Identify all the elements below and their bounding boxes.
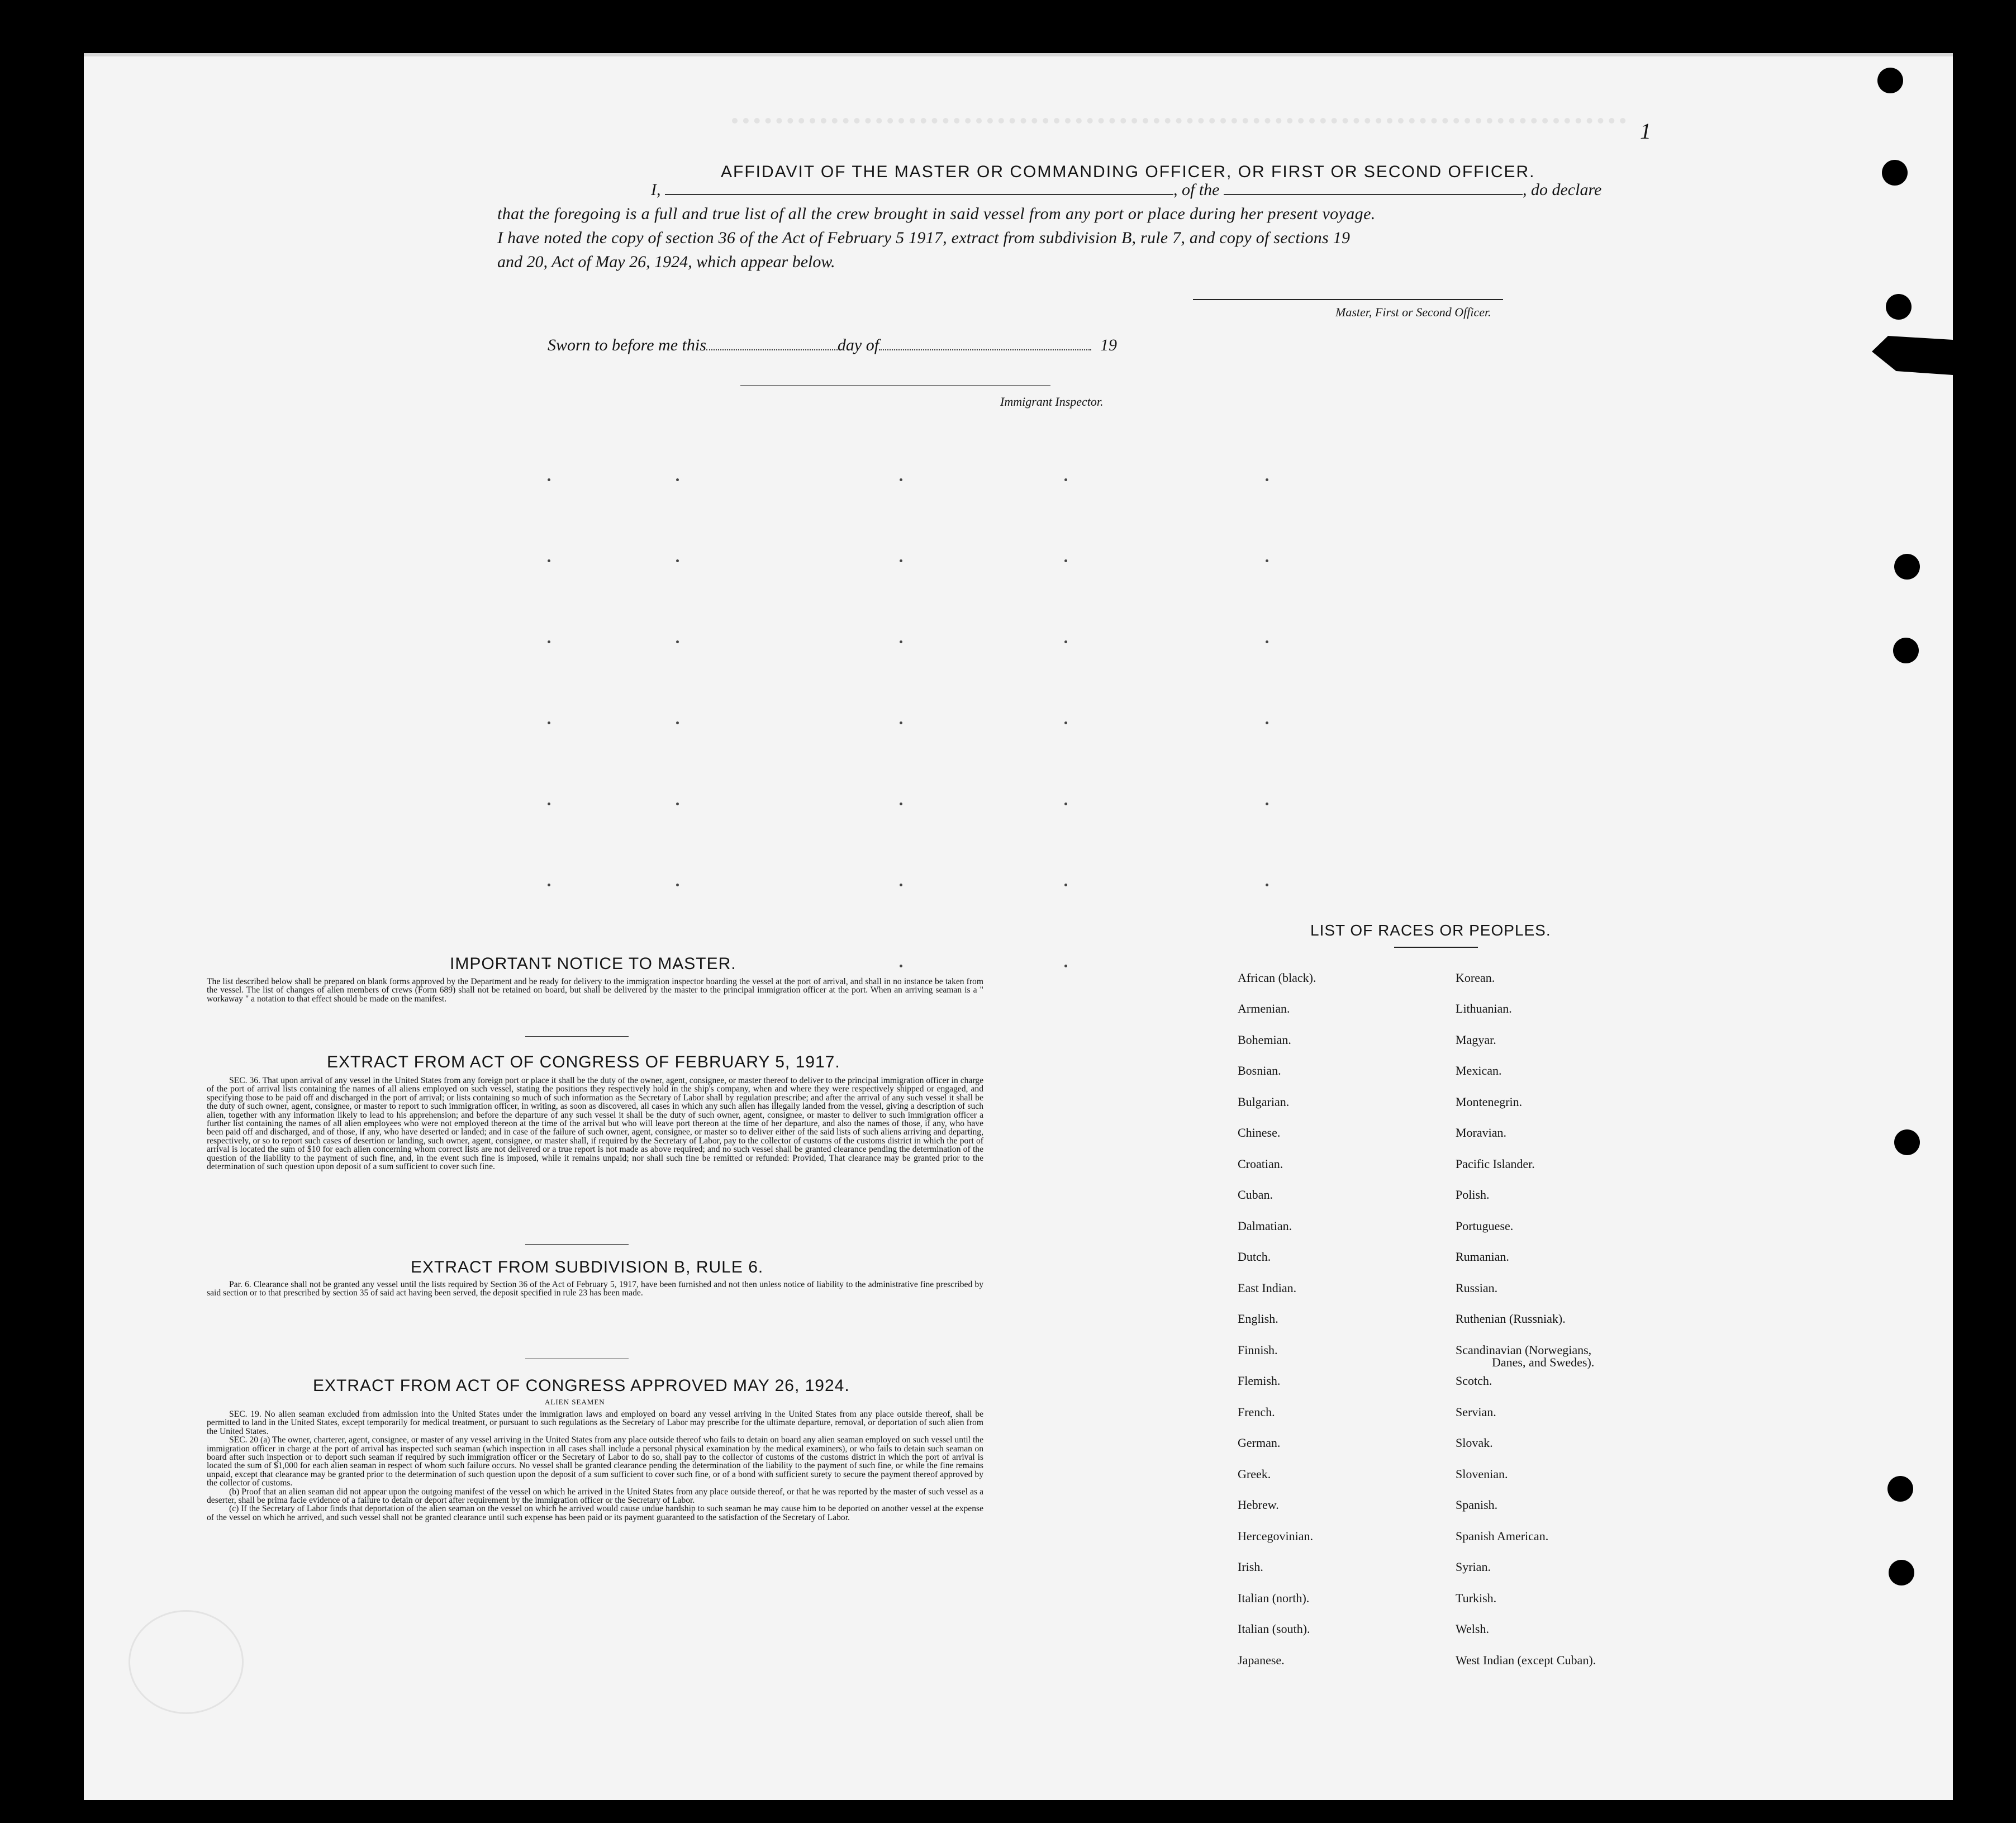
race-item: Scotch. bbox=[1456, 1374, 1492, 1388]
column-marker-dot bbox=[1064, 721, 1067, 724]
race-item: German. bbox=[1238, 1436, 1281, 1450]
race-item: Spanish. bbox=[1456, 1498, 1498, 1512]
race-item: Greek. bbox=[1238, 1467, 1271, 1481]
sec-20c-text: (c) If the Secretary of Labor finds that deportation of the alien seaman on the vessel on which he arrived would cause undue hardship to such seaman he may cause him to be deported on another vessel at the expense of the vessel on which he arrived, and such vessel shall not be granted clearance until such expense has been paid or its payment guaranteed to the satisfaction of the Secretary of Labor. bbox=[207, 1504, 983, 1522]
race-item: Moravian. bbox=[1456, 1126, 1507, 1140]
binder-hole bbox=[1887, 1476, 1913, 1502]
master-name-field[interactable] bbox=[665, 194, 1173, 195]
affidavit-line-1 bbox=[651, 181, 1601, 200]
column-marker-dot bbox=[676, 721, 679, 724]
race-item: Welsh. bbox=[1456, 1622, 1489, 1636]
binder-hole bbox=[1889, 1560, 1914, 1585]
section-divider bbox=[525, 1036, 629, 1037]
race-item: African (black). bbox=[1238, 971, 1316, 985]
sec-20b-text: (b) Proof that an alien seaman did not appear upon the outgoing manifest of the vessel on which he arrived in the United States from any place outside thereof, or that he was reported by the master of such vessel as a deserter, shall be prima facie evidence of a failure to detain or deport after requirement by the immigration officer or the Secretary of Labor. bbox=[207, 1487, 983, 1506]
sworn-day-field[interactable] bbox=[706, 349, 838, 350]
column-marker-dot bbox=[900, 721, 902, 724]
race-item: Italian (north). bbox=[1238, 1591, 1310, 1605]
extract-1917-body: SEC. 36. That upon arrival of any vessel in the United States from any foreign port or place it shall be the duty of the owner, agent, consignee, or master thereof to deliver to the principal immigration officer in charge of the port of arrival lists containing the names of all aliens employed on such vessel, stating the positions they respectively hold in the ship's company, when and where they were respectively shipped or engaged, and specifying those to be paid off and discharged in the port of arrival; or lists containing so much of such information as the Secretary of Labor shall by regulation prescribe; and after the arrival of any such vessel it shall be the duty of such owner, agent, consignee, or master to report to such immigration officer, in writing, as soon as discovered, all cases in which any such alien has illegally landed from the vessel, giving a description of such alien, together with any information likely to lead to his apprehension; and before the departure of any such vessel it shall be the duty of such owner, agent, consignee, or master to deliver to such immigration officer a further list containing the names of all alien employees who were not employed thereon at the time of the arrival but who will leave port thereon at the time of her departure, and also the names of those, if any, who have been paid off and discharged, and of those, if any, who have deserted or landed; and in case of the failure of such owner, agent, consignee, or master so to deliver either of the said lists of such aliens arriving and departing, respectively, or so to report such cases of desertion or landing, such owner, agent, consignee, or master shall, if required by the Secretary of Labor, pay to the collector of customs of the customs district in which the port of arrival is located the sum of $10 for each alien concerning whom correct lists are not delivered or a true report is not made as above required; and no such vessel shall be granted clearance pending the determination of the question of the liability to the payment of such fine, and, in the event such fine is imposed, while it remains unpaid; nor shall such fine be remitted or refunded: Provided, That clearance may be granted prior to the determination of such question upon deposit of a sum sufficient to cover such fine. bbox=[207, 1076, 983, 1172]
race-item: Polish. bbox=[1456, 1188, 1490, 1202]
binder-hole bbox=[1894, 554, 1920, 580]
bleed-through-text bbox=[732, 118, 1626, 136]
section-divider bbox=[525, 1244, 629, 1245]
notice-title: IMPORTANT NOTICE TO MASTER. bbox=[450, 955, 736, 973]
race-item: Lithuanian. bbox=[1456, 1001, 1512, 1015]
race-item: Irish. bbox=[1238, 1560, 1263, 1574]
binder-hole bbox=[1877, 68, 1903, 93]
sec-19-text: SEC. 19. No alien seaman excluded from admission into the United States under the immigration laws and employed on board any vessel arriving in the United States from any place outside thereof, shall be permitted to land in the United States, except temporarily for medical treatment, or pursuant to such regulations as the Secretary of Labor may prescribe for the ultimate departure, removal, or deportation of such alien from the United States. bbox=[207, 1409, 983, 1436]
column-marker-dot bbox=[1266, 478, 1268, 481]
affidavit-line-2: that the foregoing is a full and true list of all the crew brought in said vessel from any port or place during her present voyage. bbox=[497, 205, 1376, 223]
extract-1924-body bbox=[207, 1410, 983, 1522]
race-item: Bohemian. bbox=[1238, 1033, 1291, 1047]
race-item: Dutch. bbox=[1238, 1250, 1271, 1264]
race-item-continuation: Danes, and Swedes). bbox=[1492, 1355, 1595, 1369]
race-item: Cuban. bbox=[1238, 1188, 1273, 1202]
column-marker-dot bbox=[1064, 559, 1067, 562]
vessel-name-field[interactable] bbox=[1224, 194, 1523, 195]
race-item: Scandinavian (Norwegians, bbox=[1456, 1343, 1592, 1357]
column-marker-dot bbox=[676, 803, 679, 805]
column-marker-dot bbox=[1266, 640, 1268, 643]
column-marker-dot bbox=[1064, 478, 1067, 481]
column-marker-dot bbox=[548, 478, 550, 481]
binder-hole bbox=[1882, 160, 1908, 186]
binder-hole bbox=[1886, 294, 1912, 320]
race-item: Croatian. bbox=[1238, 1157, 1283, 1171]
affidavit-do-declare: , do declare bbox=[1523, 181, 1602, 199]
column-marker-dot bbox=[900, 965, 902, 967]
race-item: Bulgarian. bbox=[1238, 1095, 1290, 1109]
race-item: Montenegrin. bbox=[1456, 1095, 1523, 1109]
column-marker-dot bbox=[676, 559, 679, 562]
column-marker-dot bbox=[548, 640, 550, 643]
column-marker-dot bbox=[1266, 803, 1268, 805]
column-marker-dot bbox=[676, 884, 679, 886]
race-item: English. bbox=[1238, 1312, 1278, 1326]
binder-hole bbox=[1894, 1129, 1920, 1155]
extract-1917-title: EXTRACT FROM ACT OF CONGRESS OF FEBRUARY 5, 1917. bbox=[327, 1053, 840, 1071]
race-item: Ruthenian (Russniak). bbox=[1456, 1312, 1566, 1326]
race-item: Dalmatian. bbox=[1238, 1219, 1292, 1233]
column-marker-dot bbox=[548, 884, 550, 886]
master-signature-label: Master, First or Second Officer. bbox=[1335, 305, 1491, 319]
column-marker-dot bbox=[900, 559, 902, 562]
column-marker-dot bbox=[1064, 803, 1067, 805]
column-marker-dot bbox=[1064, 884, 1067, 886]
races-title-underline bbox=[1394, 947, 1478, 948]
column-marker-dot bbox=[548, 721, 550, 724]
race-item: Magyar. bbox=[1456, 1033, 1496, 1047]
race-item: Servian. bbox=[1456, 1405, 1496, 1419]
alien-seamen-subtitle: ALIEN SEAMEN bbox=[545, 1398, 605, 1406]
affidavit-of-the: , of the bbox=[1173, 181, 1220, 199]
column-marker-dot bbox=[900, 803, 902, 805]
year-label: 19 bbox=[1100, 336, 1118, 354]
race-item: Armenian. bbox=[1238, 1001, 1290, 1015]
race-item: Russian. bbox=[1456, 1281, 1498, 1295]
race-item: Portuguese. bbox=[1456, 1219, 1514, 1233]
race-item: Syrian. bbox=[1456, 1560, 1491, 1574]
race-item: French. bbox=[1238, 1405, 1275, 1419]
rule-6-body: Par. 6. Clearance shall not be granted any vessel until the lists required by Section 36 of the Act of February 5, 1917, have been furnished and not then unless notice of liability to the administrative fine prescribed by said section or to that prescribed by section 35 of said act having been served, the deposit specified in rule 23 has been made. bbox=[207, 1280, 983, 1298]
binder-hole bbox=[1893, 638, 1919, 663]
race-item: Turkish. bbox=[1456, 1591, 1497, 1605]
faded-stamp bbox=[129, 1610, 244, 1714]
race-item: Hebrew. bbox=[1238, 1498, 1279, 1512]
race-item: Finnish. bbox=[1238, 1343, 1278, 1357]
affidavit-i-label: I, bbox=[651, 181, 661, 199]
race-item: Pacific Islander. bbox=[1456, 1157, 1535, 1171]
race-item: West Indian (except Cuban). bbox=[1456, 1653, 1596, 1667]
races-title: LIST OF RACES OR PEOPLES. bbox=[1310, 922, 1551, 939]
column-marker-dot bbox=[900, 640, 902, 643]
notice-body: The list described below shall be prepared on blank forms approved by the Department and be ready for delivery to the immigration inspector boarding the vessel at the port of arrival, and shall in no instance be taken from the vessel. The list of changes of alien members of crews (Form 689) shall not be retained on board, but shall be delivered by the master to the principal immigration officer at the port. When an arriving seaman is a " workaway " a notation to that effect should be made on the manifest. bbox=[207, 977, 983, 1004]
column-marker-dot bbox=[676, 640, 679, 643]
column-marker-dot bbox=[1064, 965, 1067, 967]
day-of-label: day of bbox=[837, 336, 879, 354]
race-item: Bosnian. bbox=[1238, 1064, 1281, 1077]
race-item: Mexican. bbox=[1456, 1064, 1502, 1077]
column-marker-dot bbox=[676, 478, 679, 481]
race-item: Korean. bbox=[1456, 971, 1495, 985]
race-item: Japanese. bbox=[1238, 1653, 1285, 1667]
column-marker-dot bbox=[900, 478, 902, 481]
affidavit-line-3: I have noted the copy of section 36 of the Act of February 5 1917, extract from subdivision B, rule 7, and copy of sections 19 bbox=[497, 229, 1351, 247]
race-item: Rumanian. bbox=[1456, 1250, 1509, 1264]
column-marker-dot bbox=[1266, 884, 1268, 886]
sec-20a-text: SEC. 20 (a) The owner, charterer, agent, consignee, or master of any vessel arriving in the United States from any place outside thereof who fails to detain on board any alien seaman employed on such vessel until the immigration officer in charge at the port of arrival has inspected such seaman (which inspection in all cases shall include a personal physical examination by the medical examiners), or who fails to detain such seaman on board after such inspection or to deport such seaman if required by such immigration officer or the Secretary of Labor to do so, shall pay to the collector of customs of the customs district in which the port of arrival is located the sum of $1,000 for each alien seaman in respect of whom such failure occurs. No vessel shall be granted clearance pending the determination of the liability to the payment of such fine, or while the fine remains unpaid, except that clearance may be granted prior to the determination of such question upon the deposit of a sum sufficient to cover such fine, or of a bond with sufficient surety to secure the payment thereof approved by the collector of customs. bbox=[207, 1435, 983, 1488]
race-item: Italian (south). bbox=[1238, 1622, 1310, 1636]
page-number: 1 bbox=[1640, 118, 1651, 144]
column-marker-dot bbox=[1266, 721, 1268, 724]
race-item: Slovak. bbox=[1456, 1436, 1493, 1450]
torn-edge bbox=[1872, 336, 1953, 375]
inspector-signature-label: Immigrant Inspector. bbox=[1000, 395, 1104, 409]
race-item: Spanish American. bbox=[1456, 1529, 1549, 1543]
column-marker-dot bbox=[1064, 640, 1067, 643]
document-page bbox=[84, 53, 1953, 1800]
inspector-signature-line[interactable] bbox=[740, 385, 1050, 386]
race-item: Flemish. bbox=[1238, 1374, 1281, 1388]
rule-6-title: EXTRACT FROM SUBDIVISION B, RULE 6. bbox=[411, 1258, 764, 1276]
sworn-label: Sworn to before me this bbox=[548, 336, 706, 354]
race-item: East Indian. bbox=[1238, 1281, 1297, 1295]
sworn-line bbox=[548, 336, 1117, 355]
column-marker-dot bbox=[900, 884, 902, 886]
race-item: Slovenian. bbox=[1456, 1467, 1508, 1481]
column-marker-dot bbox=[1266, 559, 1268, 562]
sworn-month-field[interactable] bbox=[879, 349, 1091, 350]
column-marker-dot bbox=[548, 559, 550, 562]
column-marker-dot bbox=[548, 803, 550, 805]
race-item: Hercegovinian. bbox=[1238, 1529, 1313, 1543]
master-signature-line[interactable] bbox=[1193, 299, 1503, 300]
race-item: Chinese. bbox=[1238, 1126, 1281, 1140]
extract-1924-title: EXTRACT FROM ACT OF CONGRESS APPROVED MAY 26, 1924. bbox=[313, 1376, 850, 1395]
affidavit-title: AFFIDAVIT OF THE MASTER OR COMMANDING OFFICER, OR FIRST OR SECOND OFFICER. bbox=[721, 163, 1535, 181]
affidavit-line-4: and 20, Act of May 26, 1924, which appear below. bbox=[497, 253, 835, 271]
